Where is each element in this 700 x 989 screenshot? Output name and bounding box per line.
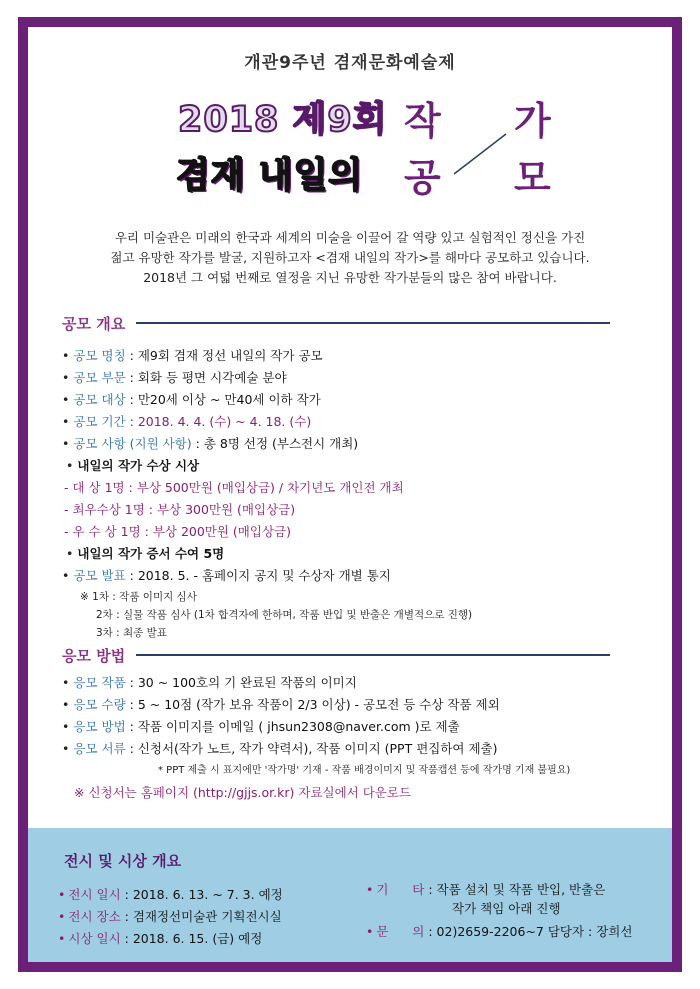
apply-item: • 응모 수량 : 5 ~ 10점 (작가 보유 작품이 2/3 이상) - 공모전 등 수상 작품 제외 (62, 697, 500, 712)
round-note: 2차 : 실물 작품 심사 (1차 합격자에 한하며, 작품 반입 및 반출은 개별적으로 진행) (96, 609, 473, 621)
overview-item: • 공모 기간 : 2018. 4. 4. (수) ~ 4. 18. (수) (62, 414, 312, 429)
overview-item: • 공모 사항 (지원 사항) : 총 8명 선정 (부스전시 개최) (62, 436, 359, 451)
ppt-note: * PPT 제출 시 표지에만 '작가명' 기재 - 작품 배경이미지 및 작품캡션 등에 작가명 기재 불필요) (158, 765, 571, 776)
title-char-3: 공 (404, 156, 442, 200)
overview-item: • 공모 명칭 : 제9회 겸재 정선 내일의 작가 공모 (62, 348, 323, 363)
section-rule (136, 654, 610, 656)
award-heading: • 내일의 작가 수상 시상 (66, 458, 200, 473)
section-rule (136, 322, 610, 324)
title-char-1: 작 (404, 99, 442, 143)
title-line1: 2018 제9회 (178, 100, 388, 140)
intro-line: 우리 미술관은 미래의 한국과 세계의 미술을 이끌어 갈 역량 있고 실험적인 정신을 가진 (114, 230, 586, 245)
apply-item: • 응모 작품 : 30 ~ 100호의 기 완료된 작품의 이미지 (62, 675, 357, 690)
award-line: - 최우수상 1명 : 부상 300만원 (매입상금) (64, 502, 296, 517)
intro-line: 젊고 유망한 작가를 발굴, 지원하고자 <겸재 내일의 작가>를 해마다 공모하고 있습니다. (110, 250, 590, 265)
certificate-line: • 내일의 작가 증서 수여 5명 (66, 546, 225, 561)
contact-item: • 문 의 : 02)2659-2206~7 담당자 : 장희선 (366, 924, 633, 939)
exhibition-item: • 전시 장소 : 겸재정선미술관 기획전시실 (58, 909, 282, 924)
exhibition-item: • 전시 일시 : 2018. 6. 13. ~ 7. 3. 예정 (58, 887, 283, 902)
apply-item: • 응모 방법 : 작품 이미지를 이메일 ( jhsun2308@naver.com )로 제출 (62, 719, 460, 734)
title-slash (450, 130, 510, 178)
intro-line: 2018년 그 여덟 번째로 열정을 지닌 유망한 작가분들의 많은 참여 바랍니다. (143, 270, 557, 285)
poster-subtitle: 개관9주년 겸재문화예술제 (244, 53, 456, 73)
round-note: ※ 1차 : 작품 이미지 심사 (80, 591, 197, 603)
section-heading-exhibition: 전시 및 시상 개요 (64, 852, 182, 870)
award-line: - 대 상 1명 : 부상 500만원 (매입상금) / 차기년도 개인전 개최 (64, 480, 404, 495)
section-heading-overview: 공모 개요 (62, 315, 126, 333)
round-note: 3차 : 최종 발표 (96, 627, 167, 639)
etc-item: • 기 타 : 작품 설치 및 작품 반입, 반출은 (366, 882, 606, 897)
download-note: ※ 신청서는 홈페이지 (http://gjjs.or.kr) 자료실에서 다운로드 (74, 785, 412, 800)
apply-item: • 응모 서류 : 신청서(작가 노트, 작가 약력서), 작품 이미지 (PPT 편집하여 제출) (62, 741, 498, 756)
etc-item-cont: 작가 책임 아래 진행 (452, 901, 561, 916)
award-line: - 우 수 상 1명 : 부상 200만원 (매입상금) (64, 524, 291, 539)
overview-item: • 공모 부문 : 회화 등 평면 시각예술 분야 (62, 370, 287, 385)
intro-text (0, 228, 700, 288)
title-char-4: 모 (514, 156, 552, 200)
announce-item: • 공모 발표 : 2018. 5. - 홈페이지 공지 및 수상자 개별 통지 (62, 568, 391, 583)
title-char-2: 가 (514, 99, 552, 143)
overview-item: • 공모 대상 : 만20세 이상 ~ 만40세 이하 작가 (62, 392, 321, 407)
title-line2: 겸재 내일의 (176, 156, 364, 196)
section-heading-apply: 응모 방법 (62, 647, 126, 665)
exhibition-item: • 시상 일시 : 2018. 6. 15. (금) 예정 (58, 931, 263, 946)
